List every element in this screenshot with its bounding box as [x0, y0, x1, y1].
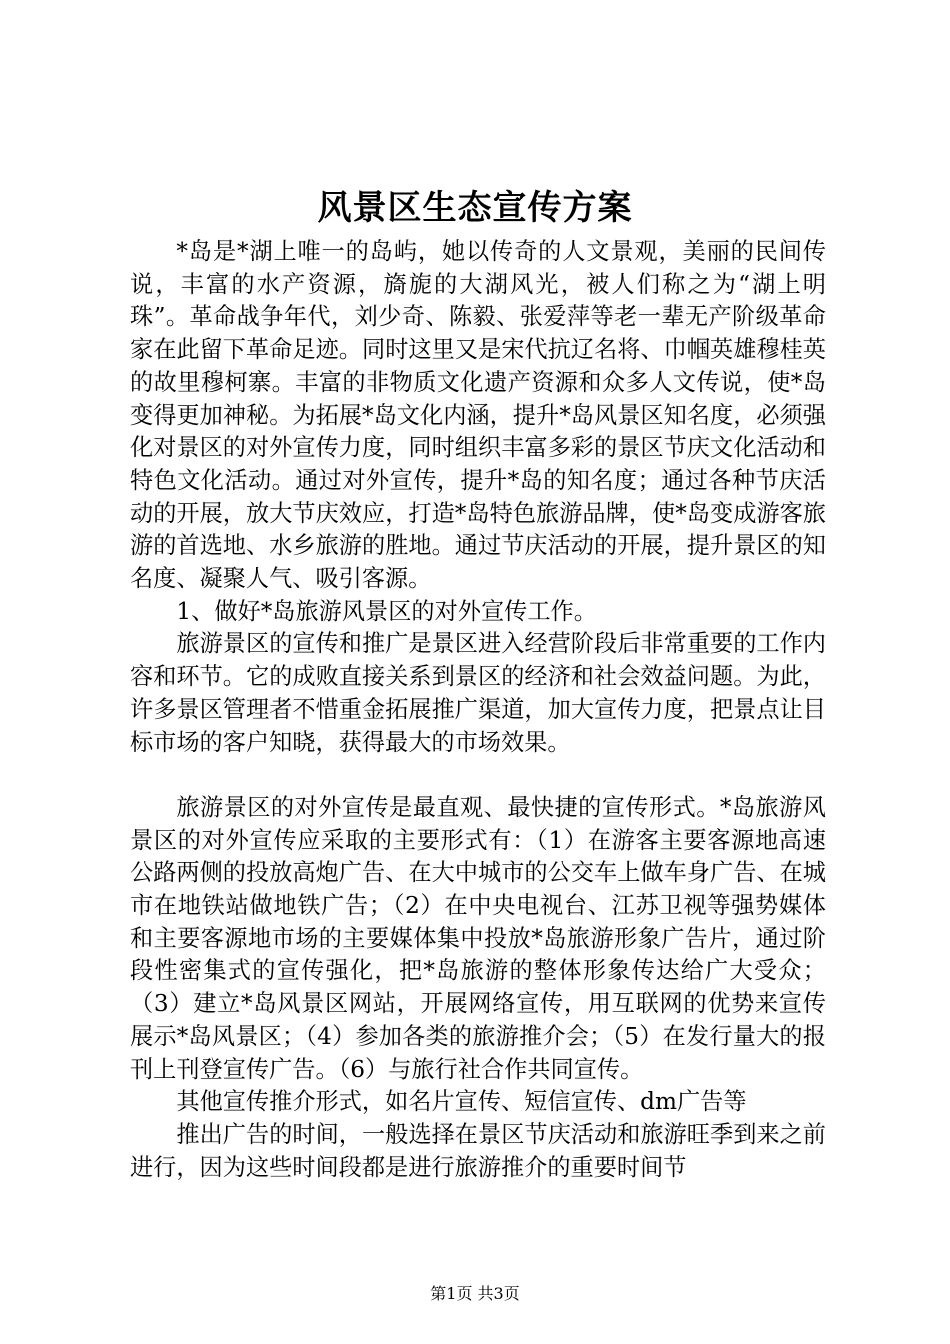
paragraph-forms: 旅游景区的对外宣传是最直观、最快捷的宣传形式。*岛旅游风景区的对外宣传应采取的主要形式有：（1）在游客主要客源地高速公路两侧的投放高炮广告、在大中城市的公交车上做车身广告、在城市在地铁站做地铁广告；（2）在中央电视台、江苏卫视等强势媒体和主要客源地市场的主要媒体集中投放*岛旅游形象广告片，通过阶段性密集式的宣传强化，把*岛旅游的整体形象传达给广大受众；（3）建立*岛风景区网站，开展网络宣传，用互联网的优势来宣传展示*岛风景区；（4）参加各类的旅游推介会；（5）在发行量大的报刊上刊登宣传广告。（6）与旅行社合作共同宣传。 — [130, 793, 826, 1083]
paragraph-intro: *岛是*湖上唯一的岛屿，她以传奇的人文景观，美丽的民间传说，丰富的水产资源，旖旎的大湖风光，被人们称之为“湖上明珠”。革命战争年代，刘少奇、陈毅、张爱萍等老一辈无产阶级革命家在此留下革命足迹。同时这里又是宋代抗辽名将、巾帼英雄穆桂英的故里穆柯寨。丰富的非物质文化遗产资源和众多人文传说，使*岛变得更加神秘。为拓展*岛文化内涵，提升*岛风景区知名度，必须强化对景区的对外宣传力度，同时组织丰富多彩的景区节庆文化活动和特色文化活动。通过对外宣传，提升*岛的知名度；通过各种节庆活动的开展，放大节庆效应，打造*岛特色旅游品牌，使*岛变成游客旅游的首选地、水乡旅游的胜地。通过节庆活动的开展，提升景区的知名度、凝聚人气、吸引客源。 — [130, 238, 826, 593]
page-number-footer: 第1页 共3页 — [430, 1284, 520, 1303]
paragraph-promotion: 旅游景区的宣传和推广是景区进入经营阶段后非常重要的工作内容和环节。它的成败直接关系到景区的经济和社会效益问题。为此，许多景区管理者不惜重金拓展推广渠道，加大宣传力度，把景点让目标市场的客户知晓，获得最大的市场效果。 — [130, 630, 826, 756]
document-body — [130, 236, 826, 1184]
paragraph-other-forms: 其他宣传推介形式，如名片宣传、短信宣传、dm广告等 — [176, 1088, 747, 1116]
paragraph-section-heading: 1、做好*岛旅游风景区的对外宣传工作。 — [176, 597, 597, 625]
paragraph-timing: 推出广告的时间，一般选择在景区节庆活动和旅游旺季到来之前进行，因为这些时间段都是进行旅游推介的重要时间节 — [130, 1120, 826, 1181]
document-title: 风景区生态宣传方案 — [317, 188, 633, 228]
